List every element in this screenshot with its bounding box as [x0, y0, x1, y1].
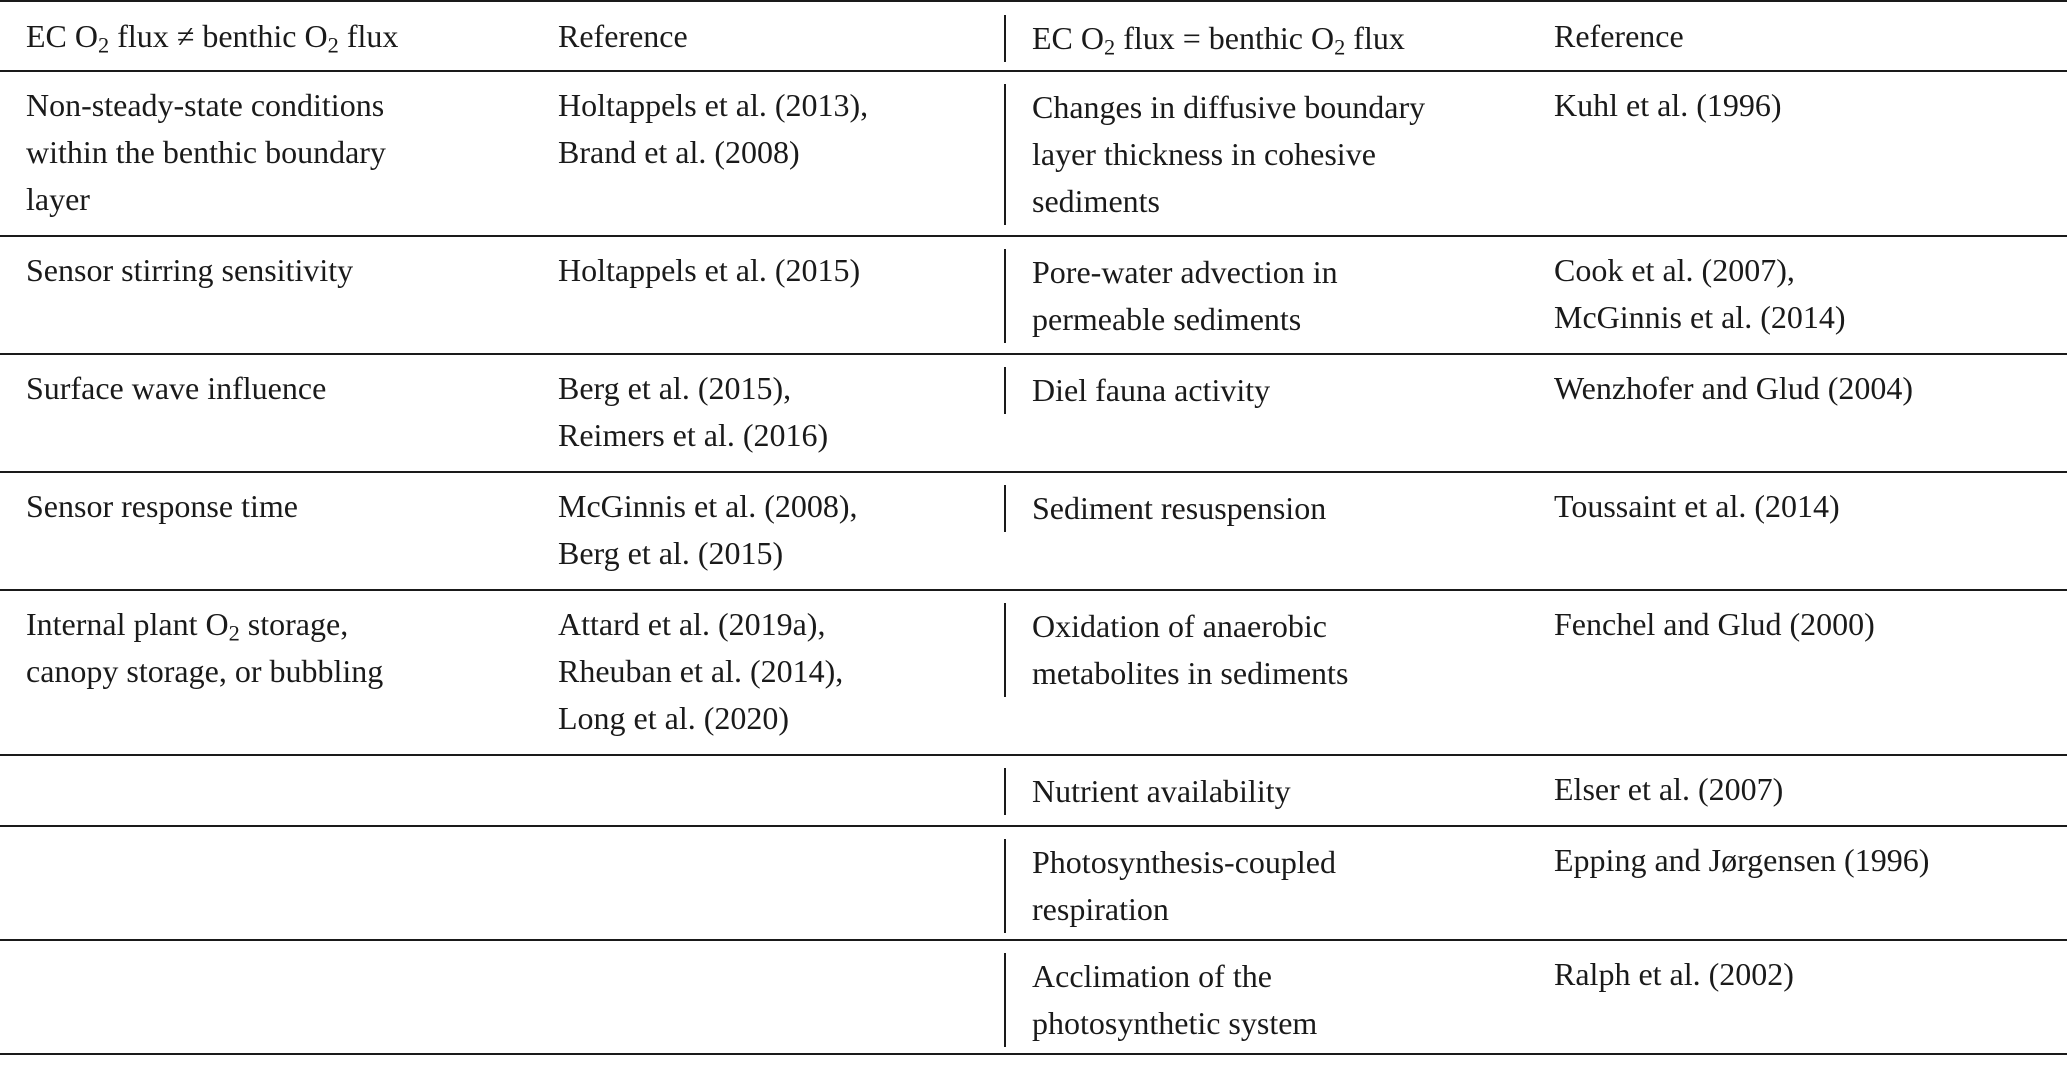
- table-body: [0, 71, 2067, 1054]
- header-reference-right: Reference: [1554, 18, 1684, 54]
- left-reference: [532, 940, 1004, 1054]
- table-row: [0, 472, 2067, 590]
- table-row: [0, 826, 2067, 940]
- table-row: [0, 236, 2067, 354]
- right-reference: Wenzhofer and Glud (2004): [1554, 370, 1914, 406]
- right-reference: Kuhl et al. (1996): [1554, 87, 1782, 123]
- left-reference: Holtappels et al. (2013), Brand et al. (2008): [558, 87, 869, 170]
- right-reference: Elser et al. (2007): [1554, 771, 1784, 807]
- left-factor: [0, 826, 532, 940]
- left-factor: Sensor stirring sensitivity: [26, 252, 354, 288]
- right-factor: Diel fauna activity: [1004, 354, 1534, 472]
- table-row: [0, 71, 2067, 236]
- header-unequal-flux: EC $O_2$ flux ≠ benthic $O_2$ flux: [26, 18, 399, 58]
- left-factor: [0, 940, 532, 1054]
- right-factor: Changes in diffusive boundary layer thickness in cohesive sediments: [1004, 71, 1534, 236]
- left-reference: [532, 826, 1004, 940]
- left-factor: Non-steady-state conditions within the benthic boundary layer: [26, 87, 386, 217]
- right-factor: Pore-water advection in permeable sediments: [1004, 236, 1534, 354]
- table-row: [0, 755, 2067, 826]
- right-reference: Ralph et al. (2002): [1554, 956, 1794, 992]
- left-reference: Holtappels et al. (2015): [558, 252, 861, 288]
- left-factor: Surface wave influence: [26, 370, 327, 406]
- left-reference: Attard et al. (2019a), Rheuban et al. (2014), Long et al. (2020): [558, 606, 844, 736]
- right-factor: Oxidation of anaerobic metabolites in sediments: [1004, 590, 1534, 755]
- right-reference: Fenchel and Glud (2000): [1554, 606, 1875, 642]
- header-equal-flux: EC $O_2$ flux = benthic $O_2$ flux: [1004, 1, 1534, 71]
- header-reference-left: Reference: [558, 18, 688, 54]
- table-header: [0, 1, 2067, 71]
- left-reference: [532, 755, 1004, 826]
- right-reference: Toussaint et al. (2014): [1554, 488, 1840, 524]
- left-factor: Internal plant $O_2$ storage, canopy storage, or bubbling: [26, 606, 384, 689]
- right-reference: Epping and Jørgensen (1996): [1554, 842, 1930, 878]
- left-reference: McGinnis et al. (2008), Berg et al. (2015): [558, 488, 858, 571]
- right-factor: Sediment resuspension: [1004, 472, 1534, 590]
- right-factor: Photosynthesis-coupled respiration: [1004, 826, 1534, 940]
- left-factor: [0, 755, 532, 826]
- left-factor: Sensor response time: [26, 488, 298, 524]
- header-row: [0, 1, 2067, 71]
- right-reference: Cook et al. (2007), McGinnis et al. (2014): [1554, 252, 1846, 335]
- table-row: [0, 590, 2067, 755]
- table-row: [0, 940, 2067, 1054]
- left-reference: Berg et al. (2015), Reimers et al. (2016): [558, 370, 829, 453]
- right-factor: Acclimation of the photosynthetic system: [1004, 940, 1534, 1054]
- table-row: [0, 354, 2067, 472]
- right-factor: Nutrient availability: [1004, 755, 1534, 826]
